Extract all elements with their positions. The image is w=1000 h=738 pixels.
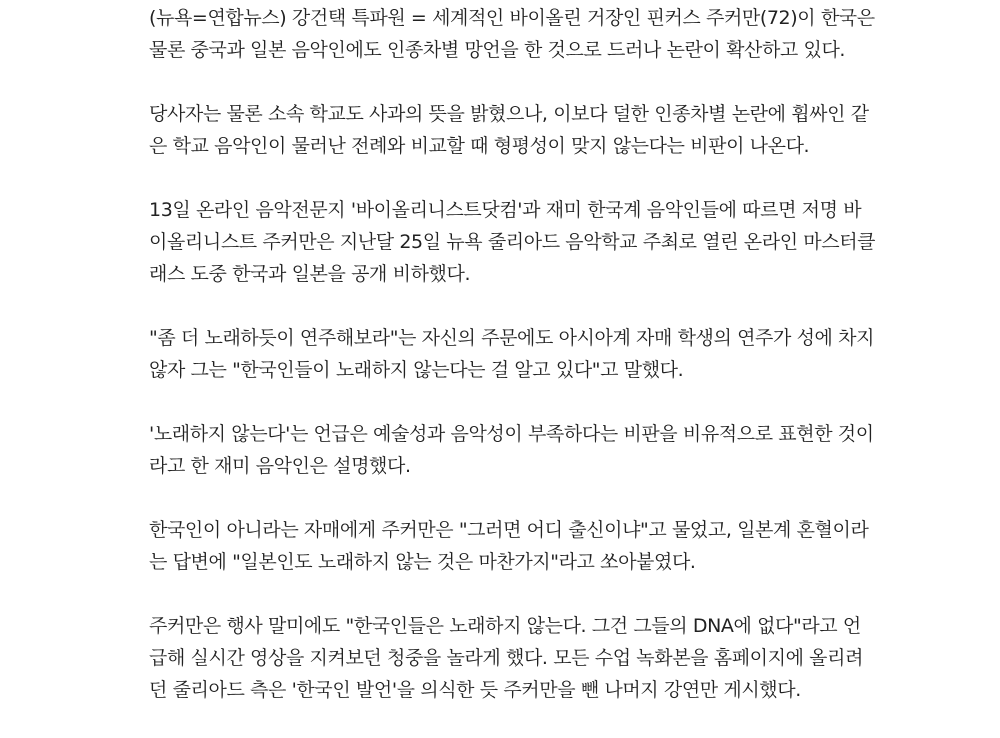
text-line: 은 학교 음악인이 물러난 전례와 비교할 때 형평성이 맞지 않는다는 비판이 나온다. (149, 135, 810, 157)
text-line: 물론 중국과 일본 음악인에도 인종차별 망언을 한 것으로 드러나 논란이 확산하고 있다. (149, 39, 846, 61)
text-line: 13일 온라인 음악전문지 '바이올리니스트닷컴'과 재미 한국계 음악인들에 따르면 저명 바 (149, 199, 862, 221)
text-line: 라고 한 재미 음악인은 설명했다. (149, 455, 411, 477)
text-line: 이올리니스트 주커만은 지난달 25일 뉴욕 줄리아드 음악학교 주최로 열린 온라인 마스터클 (149, 231, 876, 253)
text-line: 던 줄리아드 측은 '한국인 발언'을 의식한 듯 주커만을 뺀 나머지 강연만 게시했다. (149, 679, 801, 701)
paragraph (149, 418, 874, 482)
text-line: 주커만은 행사 말미에도 "한국인들은 노래하지 않는다. 그건 그들의 DNA에 없다"라고 언 (149, 615, 861, 637)
paragraph (149, 194, 876, 290)
paragraph (149, 98, 869, 162)
text-line: 급해 실시간 영상을 지켜보던 청중을 놀라게 했다. 모든 수업 녹화본을 홈페이지에 올리려 (149, 647, 864, 669)
text-line: 당사자는 물론 소속 학교도 사과의 뜻을 밝혔으나, 이보다 덜한 인종차별 논란에 휩싸인 같 (149, 103, 869, 125)
paragraph (149, 610, 869, 706)
text-line: 한국인이 아니라는 자매에게 주커만은 "그러면 어디 출신이냐"고 물었고, 일본계 혼혈이라 (149, 519, 869, 541)
paragraph (149, 2, 875, 66)
text-line: 않자 그는 "한국인들이 노래하지 않는다는 걸 알고 있다"고 말했다. (149, 359, 684, 381)
paragraph (149, 514, 869, 578)
text-line: '노래하지 않는다'는 언급은 예술성과 음악성이 부족하다는 비판을 비유적으로 표현한 것이 (149, 423, 874, 445)
text-line: 래스 도중 한국과 일본을 공개 비하했다. (149, 263, 471, 285)
text-line: 는 답변에 "일본인도 노래하지 않는 것은 마찬가지"라고 쏘아붙였다. (149, 551, 696, 573)
text-line: "좀 더 노래하듯이 연주해보라"는 자신의 주문에도 아시아계 자매 학생의 연주가 성에 차지 (149, 327, 875, 349)
text-line: (뉴욕=연합뉴스) 강건택 특파원 = 세계적인 바이올린 거장인 핀커스 주커만(72)이 한국은 (149, 7, 875, 29)
paragraph (149, 322, 875, 386)
article-body (149, 2, 876, 738)
